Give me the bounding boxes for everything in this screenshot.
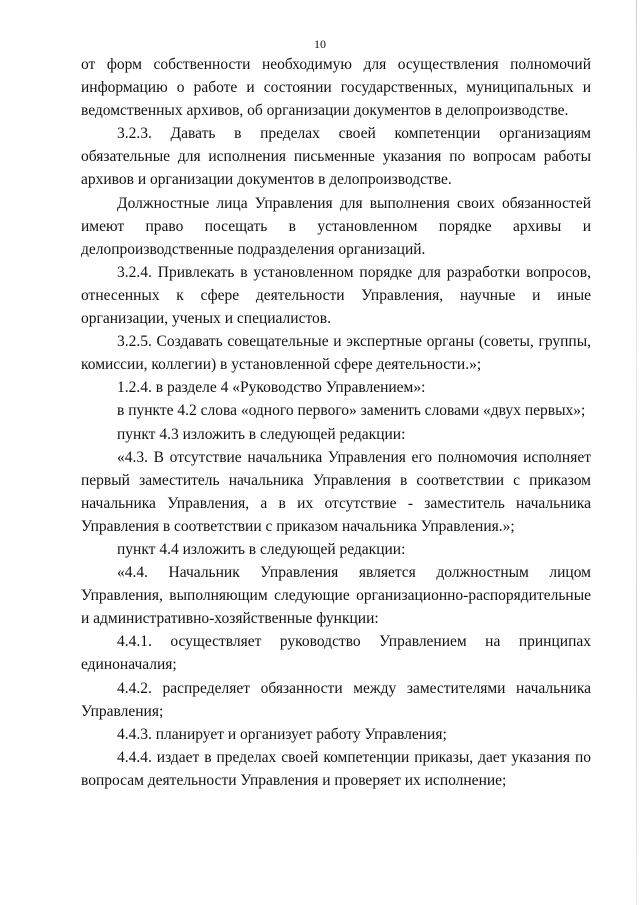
paragraph-4-4: «4.4. Начальник Управления является должностным лицом Управления, выполняющим следующие организационно-распорядительные и административно-хозяйственные функции: xyxy=(81,564,591,628)
paragraph-4-4-3: 4.4.3. планирует и организует работу Управления; xyxy=(117,725,447,743)
paragraph-4-4-2: 4.4.2. распределяет обязанности между заместителями начальника Управления; xyxy=(81,679,591,720)
page-number: 10 xyxy=(314,37,326,51)
paragraph-3-2-3: 3.2.3. Давать в пределах своей компетенции организациям обязательные для исполнения письменные указания по вопросам работы архивов и организации документов в делопроизводстве. xyxy=(81,125,591,189)
paragraph-4-4-4: 4.4.4. издает в пределах своей компетенции приказы, дает указания по вопросам деятельности Управления и проверяет их исполнение; xyxy=(81,748,591,789)
paragraph-1-2-4: 1.2.4. в разделе 4 «Руководство Управлением»: xyxy=(117,379,426,397)
paragraph-3-2-5: 3.2.5. Создавать совещательные и экспертные органы (советы, группы, комиссии, коллегии) в установленной сфере деятельности.»; xyxy=(81,333,591,374)
page-edge xyxy=(636,0,637,905)
paragraph-officials-rights: Должностные лица Управления для выполнения своих обязанностей имеют право посещать в установленном порядке архивы и делопроизводственные подразделения организаций. xyxy=(81,194,591,258)
paragraph-item-4-4-intro: пункт 4.4 изложить в следующей редакции: xyxy=(117,540,406,558)
document-body xyxy=(81,53,591,792)
paragraph-item-4-3-intro: пункт 4.3 изложить в следующей редакции: xyxy=(117,425,406,443)
paragraph-continuation: от форм собственности необходимую для осуществления полномочий информацию о работе и состоянии государственных, муниципальных и ведомственных архивов, об организации документов в делопроизводстве. xyxy=(81,56,591,120)
paragraph-4-4-1: 4.4.1. осуществляет руководство Управлением на принципах единоначалия; xyxy=(81,633,591,674)
paragraph-3-2-4: 3.2.4. Привлекать в установленном порядке для разработки вопросов, отнесенных к сфере деятельности Управления, научные и иные организации, ученых и специалистов. xyxy=(81,263,591,328)
paragraph-item-4-2: в пункте 4.2 слова «одного первого» заменить словами «двух первых»; xyxy=(117,402,586,420)
paragraph-4-3: «4.3. В отсутствие начальника Управления его полномочия исполняет первый заместитель начальника Управления в соответствии с приказом начальника Управления, а в их отсутствие - заместитель начальника Управления в соответствии с приказом начальника Управления.»; xyxy=(81,448,591,535)
